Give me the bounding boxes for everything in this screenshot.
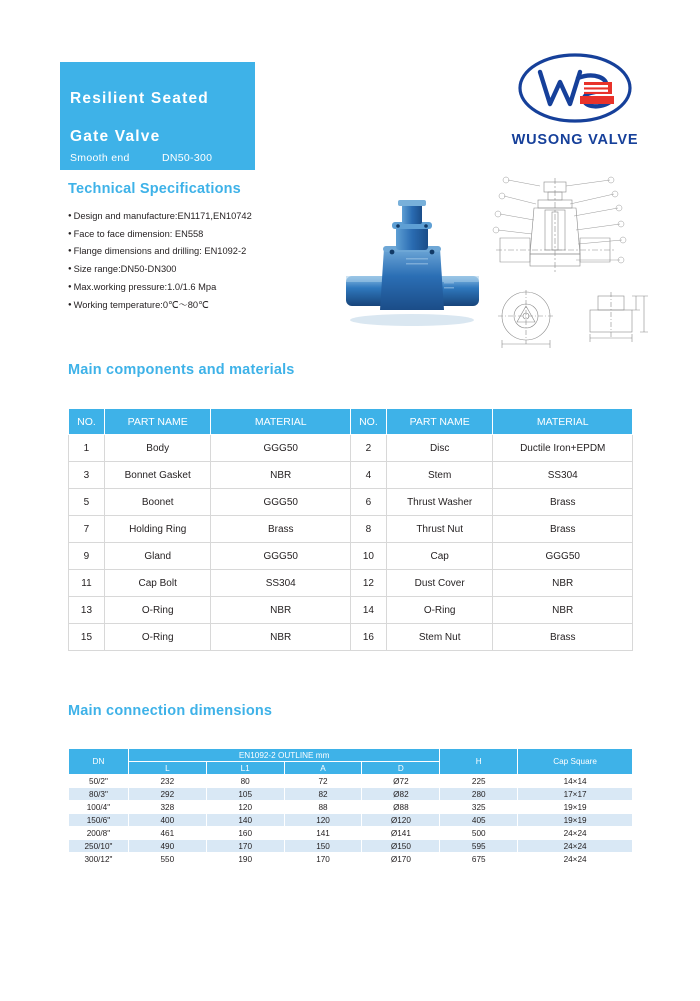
spec-item: ● Size range:DN50-DN300 xyxy=(68,261,358,279)
table-row xyxy=(69,788,633,801)
col-header-material-2: MATERIAL xyxy=(493,409,633,435)
table-row xyxy=(69,801,633,814)
cell-part: Stem Nut xyxy=(386,624,493,651)
company-logo-block xyxy=(500,52,650,148)
cell-no: 9 xyxy=(69,543,105,570)
cell-part: O-Ring xyxy=(104,597,211,624)
cell-d: Ø88 xyxy=(362,801,440,814)
cell-l: 490 xyxy=(128,840,206,853)
cell-no: 16 xyxy=(350,624,386,651)
title-block xyxy=(60,62,255,170)
spec-item: ● Flange dimensions and drilling: EN1092-2 xyxy=(68,243,358,261)
cell-cap: 24×24 xyxy=(518,853,633,866)
cell-part: O-Ring xyxy=(104,624,211,651)
subtitle-end-type: Smooth end xyxy=(70,152,130,164)
cell-l: 550 xyxy=(128,853,206,866)
dim-header-row-1 xyxy=(69,749,633,762)
cell-no: 10 xyxy=(350,543,386,570)
cell-l1: 170 xyxy=(206,840,284,853)
table-row xyxy=(69,853,633,866)
cell-material: NBR xyxy=(493,570,633,597)
subtitle-size-range: DN50-300 xyxy=(162,152,213,164)
components-table xyxy=(68,408,633,651)
cell-material: GGG50 xyxy=(211,543,350,570)
cell-h: 405 xyxy=(440,814,518,827)
cell-material: GGG50 xyxy=(211,435,350,462)
specifications-heading: Technical Specifications xyxy=(68,181,241,197)
spec-item: ● Face to face dimension: EN558 xyxy=(68,226,358,244)
page-header xyxy=(0,0,700,164)
cell-no: 13 xyxy=(69,597,105,624)
cell-d: Ø120 xyxy=(362,814,440,827)
cell-part: Dust Cover xyxy=(386,570,493,597)
cell-l1: 140 xyxy=(206,814,284,827)
cell-part: O-Ring xyxy=(386,597,493,624)
table-row xyxy=(69,462,633,489)
col-header-material-1: MATERIAL xyxy=(211,409,350,435)
col-header-part-1: PART NAME xyxy=(104,409,211,435)
cell-l1: 190 xyxy=(206,853,284,866)
cell-no: 5 xyxy=(69,489,105,516)
cell-a: 120 xyxy=(284,814,362,827)
col-header-no-1: NO. xyxy=(69,409,105,435)
cell-a: 72 xyxy=(284,775,362,788)
col-header-a: A xyxy=(284,762,362,775)
cell-h: 225 xyxy=(440,775,518,788)
cell-l1: 120 xyxy=(206,801,284,814)
cell-l1: 105 xyxy=(206,788,284,801)
title-subtitle xyxy=(70,152,245,164)
cell-part: Thrust Washer xyxy=(386,489,493,516)
cell-part: Cap xyxy=(386,543,493,570)
table-row xyxy=(69,570,633,597)
spec-item: ● Design and manufacture:EN1171,EN10742 xyxy=(68,208,358,226)
cell-cap: 19×19 xyxy=(518,801,633,814)
cell-no: 4 xyxy=(350,462,386,489)
cell-part: Stem xyxy=(386,462,493,489)
col-header-d: D xyxy=(362,762,440,775)
title-line-1: Resilient Seated xyxy=(70,90,209,107)
cell-part: Cap Bolt xyxy=(104,570,211,597)
cell-a: 88 xyxy=(284,801,362,814)
table-row xyxy=(69,489,633,516)
valve-section-drawing xyxy=(490,176,650,286)
cell-no: 6 xyxy=(350,489,386,516)
cell-part: Thrust Nut xyxy=(386,516,493,543)
flange-face-drawing xyxy=(490,288,566,350)
cell-l: 292 xyxy=(128,788,206,801)
cell-material: GGG50 xyxy=(493,543,633,570)
cell-material: NBR xyxy=(493,597,633,624)
cell-material: Brass xyxy=(493,489,633,516)
cell-dn: 200/8" xyxy=(69,827,129,840)
cell-dn: 250/10" xyxy=(69,840,129,853)
cell-no: 8 xyxy=(350,516,386,543)
cell-material: Ductile Iron+EPDM xyxy=(493,435,633,462)
cell-h: 325 xyxy=(440,801,518,814)
table-header-row xyxy=(69,409,633,435)
cell-cap: 17×17 xyxy=(518,788,633,801)
dimensions-heading: Main connection dimensions xyxy=(68,703,273,719)
cell-a: 141 xyxy=(284,827,362,840)
cell-dn: 300/12" xyxy=(69,853,129,866)
table-row xyxy=(69,597,633,624)
cell-l: 400 xyxy=(128,814,206,827)
page-title xyxy=(70,70,245,146)
cell-dn: 150/6" xyxy=(69,814,129,827)
cell-material: SS304 xyxy=(211,570,350,597)
col-header-group: EN1092-2 OUTLINE mm xyxy=(128,749,439,762)
cell-part: Disc xyxy=(386,435,493,462)
cap-square-drawing xyxy=(576,288,654,350)
cell-dn: 100/4" xyxy=(69,801,129,814)
cell-part: Holding Ring xyxy=(104,516,211,543)
cell-h: 675 xyxy=(440,853,518,866)
spec-item: ● Working temperature:0℃～80℃ xyxy=(68,297,358,315)
cell-a: 170 xyxy=(284,853,362,866)
cell-cap: 14×14 xyxy=(518,775,633,788)
cell-l: 328 xyxy=(128,801,206,814)
cell-l1: 80 xyxy=(206,775,284,788)
cell-no: 12 xyxy=(350,570,386,597)
cell-material: Brass xyxy=(211,516,350,543)
col-header-cap-square: Cap Square xyxy=(518,749,633,775)
cell-d: Ø82 xyxy=(362,788,440,801)
cell-material: Brass xyxy=(493,516,633,543)
cell-cap: 19×19 xyxy=(518,814,633,827)
cell-cap: 24×24 xyxy=(518,840,633,853)
table-row xyxy=(69,624,633,651)
gate-valve-photo xyxy=(340,190,485,340)
specifications-list xyxy=(68,208,358,314)
cell-h: 595 xyxy=(440,840,518,853)
table-row xyxy=(69,814,633,827)
cell-no: 11 xyxy=(69,570,105,597)
cell-part: Gland xyxy=(104,543,211,570)
wusong-logo-icon xyxy=(516,52,634,126)
cell-material: GGG50 xyxy=(211,489,350,516)
table-row xyxy=(69,435,633,462)
table-row xyxy=(69,775,633,788)
cell-no: 3 xyxy=(69,462,105,489)
components-heading: Main components and materials xyxy=(68,362,295,378)
cell-l: 232 xyxy=(128,775,206,788)
cell-d: Ø141 xyxy=(362,827,440,840)
dimensions-table xyxy=(68,748,633,866)
col-header-dn: DN xyxy=(69,749,129,775)
table-row xyxy=(69,543,633,570)
cell-no: 1 xyxy=(69,435,105,462)
spec-item: ● Max.working pressure:1.0/1.6 Mpa xyxy=(68,279,358,297)
cell-dn: 80/3" xyxy=(69,788,129,801)
cell-d: Ø170 xyxy=(362,853,440,866)
col-header-l1: L1 xyxy=(206,762,284,775)
cell-material: SS304 xyxy=(493,462,633,489)
cell-h: 280 xyxy=(440,788,518,801)
cell-d: Ø150 xyxy=(362,840,440,853)
cell-part: Body xyxy=(104,435,211,462)
cell-material: NBR xyxy=(211,597,350,624)
cell-h: 500 xyxy=(440,827,518,840)
cell-material: Brass xyxy=(493,624,633,651)
table-row xyxy=(69,516,633,543)
table-row xyxy=(69,840,633,853)
cell-no: 7 xyxy=(69,516,105,543)
cell-cap: 24×24 xyxy=(518,827,633,840)
cell-l1: 160 xyxy=(206,827,284,840)
cell-a: 82 xyxy=(284,788,362,801)
col-header-part-2: PART NAME xyxy=(386,409,493,435)
cell-dn: 50/2" xyxy=(69,775,129,788)
col-header-h: H xyxy=(440,749,518,775)
cell-d: Ø72 xyxy=(362,775,440,788)
cell-a: 150 xyxy=(284,840,362,853)
cell-l: 461 xyxy=(128,827,206,840)
cell-no: 15 xyxy=(69,624,105,651)
table-row xyxy=(69,827,633,840)
cell-part: Boonet xyxy=(104,489,211,516)
cell-no: 2 xyxy=(350,435,386,462)
title-line-2: Gate Valve xyxy=(70,128,161,145)
cell-material: NBR xyxy=(211,624,350,651)
col-header-l: L xyxy=(128,762,206,775)
col-header-no-2: NO. xyxy=(350,409,386,435)
company-name: WUSONG VALVE xyxy=(511,132,639,148)
cell-material: NBR xyxy=(211,462,350,489)
cell-no: 14 xyxy=(350,597,386,624)
cell-part: Bonnet Gasket xyxy=(104,462,211,489)
